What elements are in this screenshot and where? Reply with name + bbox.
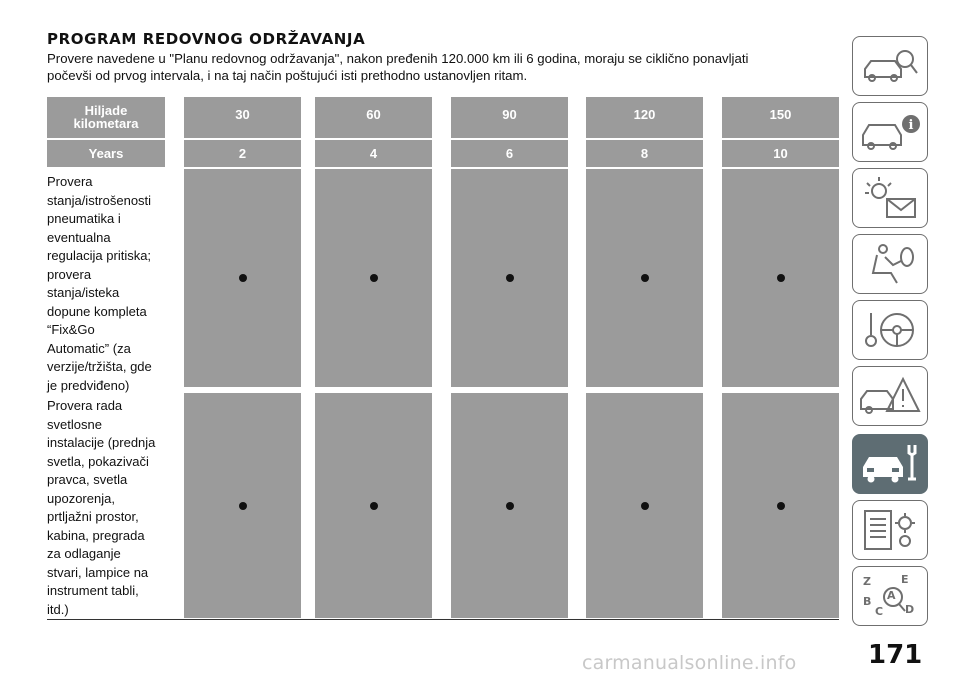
chapter-tab-starting-driving[interactable] [852, 300, 928, 360]
chapter-tab-emergency[interactable] [852, 366, 928, 426]
chapter-tab-safety[interactable] [852, 234, 928, 294]
row-description-line: je predviđeno) [47, 377, 130, 393]
page-number: 171 [868, 640, 923, 670]
alphabet-search-icon [857, 571, 923, 621]
header-km-value: 60 [315, 97, 432, 138]
car-warning-triangle-icon [857, 371, 923, 421]
chapter-tab-warning-lights[interactable] [852, 168, 928, 228]
svg-text:B: B [863, 595, 872, 608]
header-km-value: 90 [451, 97, 568, 138]
header-years-value: 10 [722, 140, 839, 167]
row-description-line: verzije/tržišta, gde [47, 359, 152, 374]
table-bottom-rule [47, 619, 839, 620]
interval-cell [451, 393, 568, 618]
row-description [47, 169, 172, 395]
check-mark-dot [506, 274, 514, 282]
row-description-line: svetlosne [47, 416, 102, 432]
row-description-line: pravca, svetla [47, 472, 128, 487]
chapter-tab-index[interactable] [852, 566, 928, 626]
watermark-text: carmanualsonline.info [582, 652, 797, 674]
intro-line: počevši od prvog intervala, i na taj način poštujući isti prethodno ustanovljen ritam. [47, 68, 528, 83]
interval-cell [722, 169, 839, 387]
row-description-line: prtljažni prostor, [47, 509, 139, 524]
svg-text:i: i [908, 118, 914, 133]
header-km-value: 150 [722, 97, 839, 138]
row-description-line: eventualna [47, 229, 111, 245]
chapter-tab-vehicle-overview[interactable] [852, 36, 928, 96]
header-km-value: 120 [586, 97, 703, 138]
seat-airbag-icon [857, 239, 923, 289]
header-km-value: 30 [184, 97, 301, 138]
header-row-km [47, 97, 839, 138]
header-km-label [47, 97, 165, 138]
interval-cell [586, 393, 703, 618]
check-mark-dot [370, 502, 378, 510]
check-mark-dot [506, 502, 514, 510]
chapter-tab-knowing-instruments[interactable] [852, 102, 928, 162]
row-description-line: Automatic” (za [47, 340, 131, 356]
row-description-line: upozorenja, [47, 490, 115, 506]
header-km-label-line: kilometara [73, 116, 139, 131]
row-description-line: stvari, lampice na [47, 564, 149, 580]
interval-cell [184, 169, 301, 387]
check-mark-dot [777, 274, 785, 282]
row-description-line: kabina, pregrada [47, 527, 145, 543]
interval-cell [722, 393, 839, 618]
row-description-line: svetla, pokazivači [47, 453, 149, 469]
interval-cell [315, 393, 432, 618]
header-row-years [47, 140, 839, 167]
row-description-line: instalacije (prednja [47, 435, 156, 450]
header-years-label: Years [47, 140, 165, 167]
interval-cell [586, 169, 703, 387]
row-description-line: stanja/istrošenosti [47, 192, 152, 208]
row-description-line: pneumatika i [47, 211, 121, 226]
svg-text:Z: Z [863, 575, 871, 588]
car-search-icon [857, 41, 923, 91]
row-description-line: za odlaganje [47, 546, 121, 561]
intro-line: Provere navedene u "Planu redovnog održavanja", nakon pređenih 120.000 km ili 6 godina, moraju se ciklično ponavljati [47, 51, 749, 66]
row-description-line: Provera rada [47, 398, 123, 413]
row-description-line: stanja/isteka [47, 285, 120, 300]
maintenance-table [47, 97, 839, 618]
header-km-label-line: Hiljade [84, 103, 128, 118]
car-info-icon [857, 107, 923, 157]
header-years-value: 6 [451, 140, 568, 167]
row-description [47, 393, 172, 619]
chapter-tab-servicing-maintenance[interactable] [852, 434, 928, 494]
check-mark-dot [239, 274, 247, 282]
table-row [47, 393, 839, 618]
row-description-line: “Fix&Go [47, 322, 95, 337]
chapter-tab-technical-specifications[interactable] [852, 500, 928, 560]
header-years-value: 2 [184, 140, 301, 167]
interval-cell [184, 393, 301, 618]
row-description-line: Provera [47, 174, 93, 189]
svg-text:A: A [887, 589, 896, 602]
svg-text:D: D [905, 603, 915, 616]
intro-paragraph [47, 50, 827, 84]
row-description-line: itd.) [47, 601, 69, 617]
interval-cell [451, 169, 568, 387]
check-mark-dot [641, 502, 649, 510]
check-mark-dot [370, 274, 378, 282]
interval-cell [315, 169, 432, 387]
warning-light-envelope-icon [857, 173, 923, 223]
header-years-value: 8 [586, 140, 703, 167]
row-description-line: provera [47, 266, 92, 282]
check-mark-dot [641, 274, 649, 282]
row-description-line: instrument tabli, [47, 583, 139, 598]
header-years-value: 4 [315, 140, 432, 167]
svg-text:E: E [901, 573, 909, 586]
row-description-line: dopune kompleta [47, 303, 147, 319]
specs-gears-icon [857, 505, 923, 555]
car-wrench-icon [857, 439, 923, 489]
check-mark-dot [239, 502, 247, 510]
steering-wheel-key-icon [857, 305, 923, 355]
check-mark-dot [777, 502, 785, 510]
page-title: PROGRAM REDOVNOG ODRŽAVANJA [47, 30, 366, 48]
row-description-line: regulacija pritiska; [47, 248, 152, 263]
table-row [47, 169, 839, 393]
svg-text:C: C [875, 605, 884, 618]
